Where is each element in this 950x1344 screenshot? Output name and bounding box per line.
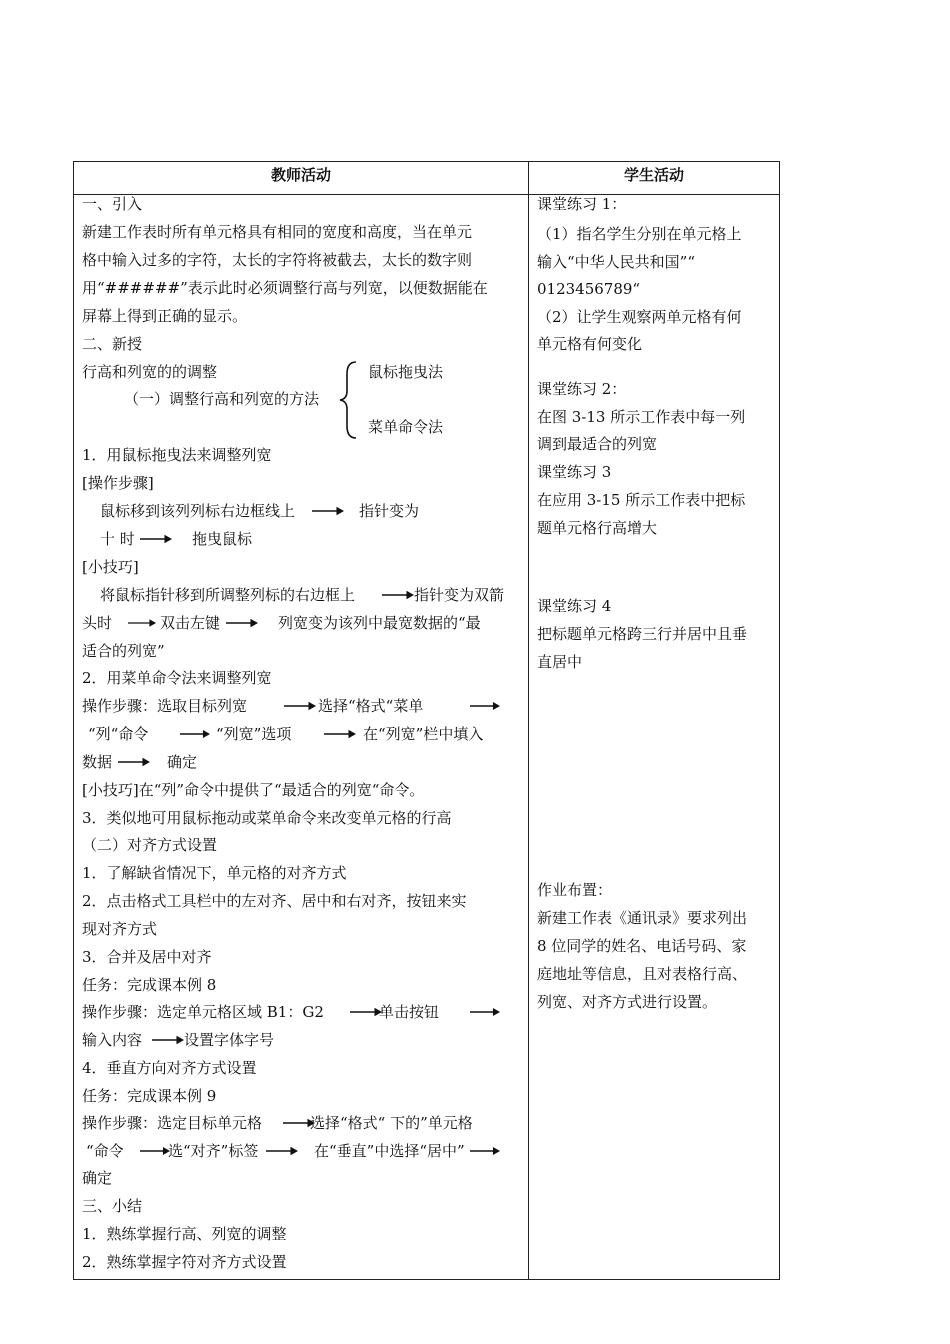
teacher-line: 拖曳鼠标 [192, 530, 253, 548]
right-arrow-icon [180, 727, 210, 741]
right-arrow-icon [226, 616, 258, 630]
teacher-line: 十 时 [100, 530, 135, 548]
teacher-line: 任务：完成课本例 8 [82, 976, 217, 994]
teacher-line: 新建工作表时所有单元格具有相同的宽度和高度，当在单元 [82, 223, 473, 241]
teacher-line: 现对齐方式 [82, 920, 158, 938]
teacher-line: 用“######”表示此时必须调整行高与列宽，以便数据能在 [82, 279, 488, 297]
teacher-line: 鼠标拖曳法 [368, 363, 444, 381]
student-line: 课堂练习 2： [537, 380, 627, 398]
teacher-line: 操作步骤：选定目标单元格 [82, 1114, 263, 1132]
teacher-line: 指针变为 [359, 502, 420, 520]
teacher-line: 操作步骤：选定单元格区域 B1：G2 [82, 1003, 324, 1021]
teacher-line: 在“列宽”栏中填入 [363, 725, 484, 743]
teacher-line: [小技巧] [82, 558, 139, 576]
teacher-line: 设置字体字号 [184, 1031, 275, 1049]
student-line: 直居中 [537, 653, 583, 671]
right-arrow-icon [266, 1144, 298, 1158]
teacher-line: 鼠标移到该列列标右边框线上 [100, 502, 296, 520]
teacher-line: 1．熟练掌握行高、列宽的调整 [82, 1225, 287, 1243]
teacher-line: （一）调整行高和列宽的方法 [124, 390, 320, 408]
teacher-line: 选择“格式“菜单 [318, 697, 424, 715]
teacher-line: 适合的列宽” [82, 642, 165, 660]
left-brace-icon [338, 360, 360, 440]
student-line: 课堂练习 3 [537, 463, 612, 481]
teacher-line: （二）对齐方式设置 [82, 836, 218, 854]
teacher-line: 确定 [82, 1169, 113, 1187]
right-arrow-icon [128, 616, 156, 630]
teacher-line: 二、新授 [82, 335, 143, 353]
teacher-line: 选择“格式“ 下的”单元格 [310, 1114, 473, 1132]
right-arrow-icon [312, 504, 344, 518]
student-line: 作业布置： [537, 881, 613, 899]
right-arrow-icon [324, 727, 356, 741]
right-arrow-icon [284, 699, 316, 713]
teacher-line: [小技巧]在“列”命令中提供了“最适合的列宽“命令。 [82, 781, 425, 799]
right-arrow-icon [118, 755, 150, 769]
right-arrow-icon [470, 1144, 500, 1158]
teacher-line: 菜单命令法 [368, 418, 444, 436]
teacher-line: 1．了解缺省情况下，单元格的对齐方式 [82, 864, 347, 882]
teacher-line: 将鼠标指针移到所调整列标的右边框上 [100, 586, 356, 604]
teacher-line: 行高和列宽的的调整 [82, 363, 218, 381]
teacher-line: 输入内容 [82, 1031, 143, 1049]
teacher-line: “列宽”选项 [216, 725, 292, 743]
teacher-line: 数据 [82, 753, 113, 771]
student-line: 0123456789“ [537, 280, 641, 298]
student-activity-header: 学生活动 [623, 166, 684, 184]
teacher-line: 列宽变为该列中最宽数据的“最 [278, 614, 481, 632]
right-arrow-icon [470, 1005, 500, 1019]
teacher-line: 3．类似地可用鼠标拖动或菜单命令来改变单元格的行高 [82, 809, 452, 827]
teacher-line: 选“对齐”标签 [168, 1142, 259, 1160]
column-divider [528, 162, 529, 1279]
student-line: 在图 3-13 所示工作表中每一列 [537, 408, 746, 426]
teacher-line: 一、引入 [82, 195, 143, 213]
student-line: 8 位同学的姓名、电话号码、家 [537, 937, 747, 955]
student-line: 题单元格行高增大 [537, 519, 658, 537]
student-line: （1）指名学生分别在单元格上 [537, 225, 742, 243]
right-arrow-icon [152, 1033, 184, 1047]
student-line: 课堂练习 1： [537, 195, 627, 213]
student-line: 新建工作表《通讯录》要求列出 [537, 909, 748, 927]
teacher-line: 确定 [167, 753, 198, 771]
teacher-line: 屏幕上得到正确的显示。 [82, 307, 248, 325]
teacher-line: “命令 [86, 1142, 124, 1160]
right-arrow-icon [470, 699, 500, 713]
teacher-line: 格中输入过多的字符，太长的字符将被截去，太长的数字则 [82, 251, 473, 269]
student-line: 输入“中华人民共和国”“ [537, 253, 696, 271]
teacher-line: 2．点击格式工具栏中的左对齐、居中和右对齐，按钮来实 [82, 892, 467, 910]
teacher-line: 双击左键 [160, 614, 221, 632]
teacher-line: 3．合并及居中对齐 [82, 948, 212, 966]
student-line: （2）让学生观察两单元格有何 [537, 308, 742, 326]
right-arrow-icon [350, 1005, 382, 1019]
right-arrow-icon [140, 1144, 170, 1158]
header-divider [74, 194, 779, 195]
teacher-line: “列“命令 [88, 725, 149, 743]
teacher-line: 头时 [82, 614, 113, 632]
right-arrow-icon [382, 588, 414, 602]
teacher-line: 1．用鼠标拖曳法来调整列宽 [82, 446, 272, 464]
student-line: 庭地址等信息，且对表格行高、 [537, 965, 748, 983]
student-line: 在应用 3-15 所示工作表中把标 [537, 491, 746, 509]
student-line: 调到最适合的列宽 [537, 435, 658, 453]
teacher-line: 单击按钮 [379, 1003, 440, 1021]
teacher-line: 三、小结 [82, 1197, 143, 1215]
student-line: 列宽、对齐方式进行设置。 [537, 993, 718, 1011]
teacher-line: 2．熟练掌握字符对齐方式设置 [82, 1253, 287, 1271]
teacher-line: 操作步骤：选取目标列宽 [82, 697, 248, 715]
teacher-activity-header: 教师活动 [270, 166, 331, 184]
student-line: 课堂练习 4 [537, 597, 612, 615]
teacher-line: [操作步骤] [82, 474, 154, 492]
teacher-line: 任务：完成课本例 9 [82, 1087, 217, 1105]
teacher-line: 在“垂直”中选择“居中” [314, 1142, 465, 1160]
teacher-line: 2．用菜单命令法来调整列宽 [82, 669, 272, 687]
teacher-line: 指针变为双箭 [414, 586, 505, 604]
teacher-line: 4．垂直方向对齐方式设置 [82, 1059, 257, 1077]
student-line: 把标题单元格跨三行并居中且垂 [537, 625, 748, 643]
right-arrow-icon [140, 532, 172, 546]
student-line: 单元格有何变化 [537, 335, 643, 353]
